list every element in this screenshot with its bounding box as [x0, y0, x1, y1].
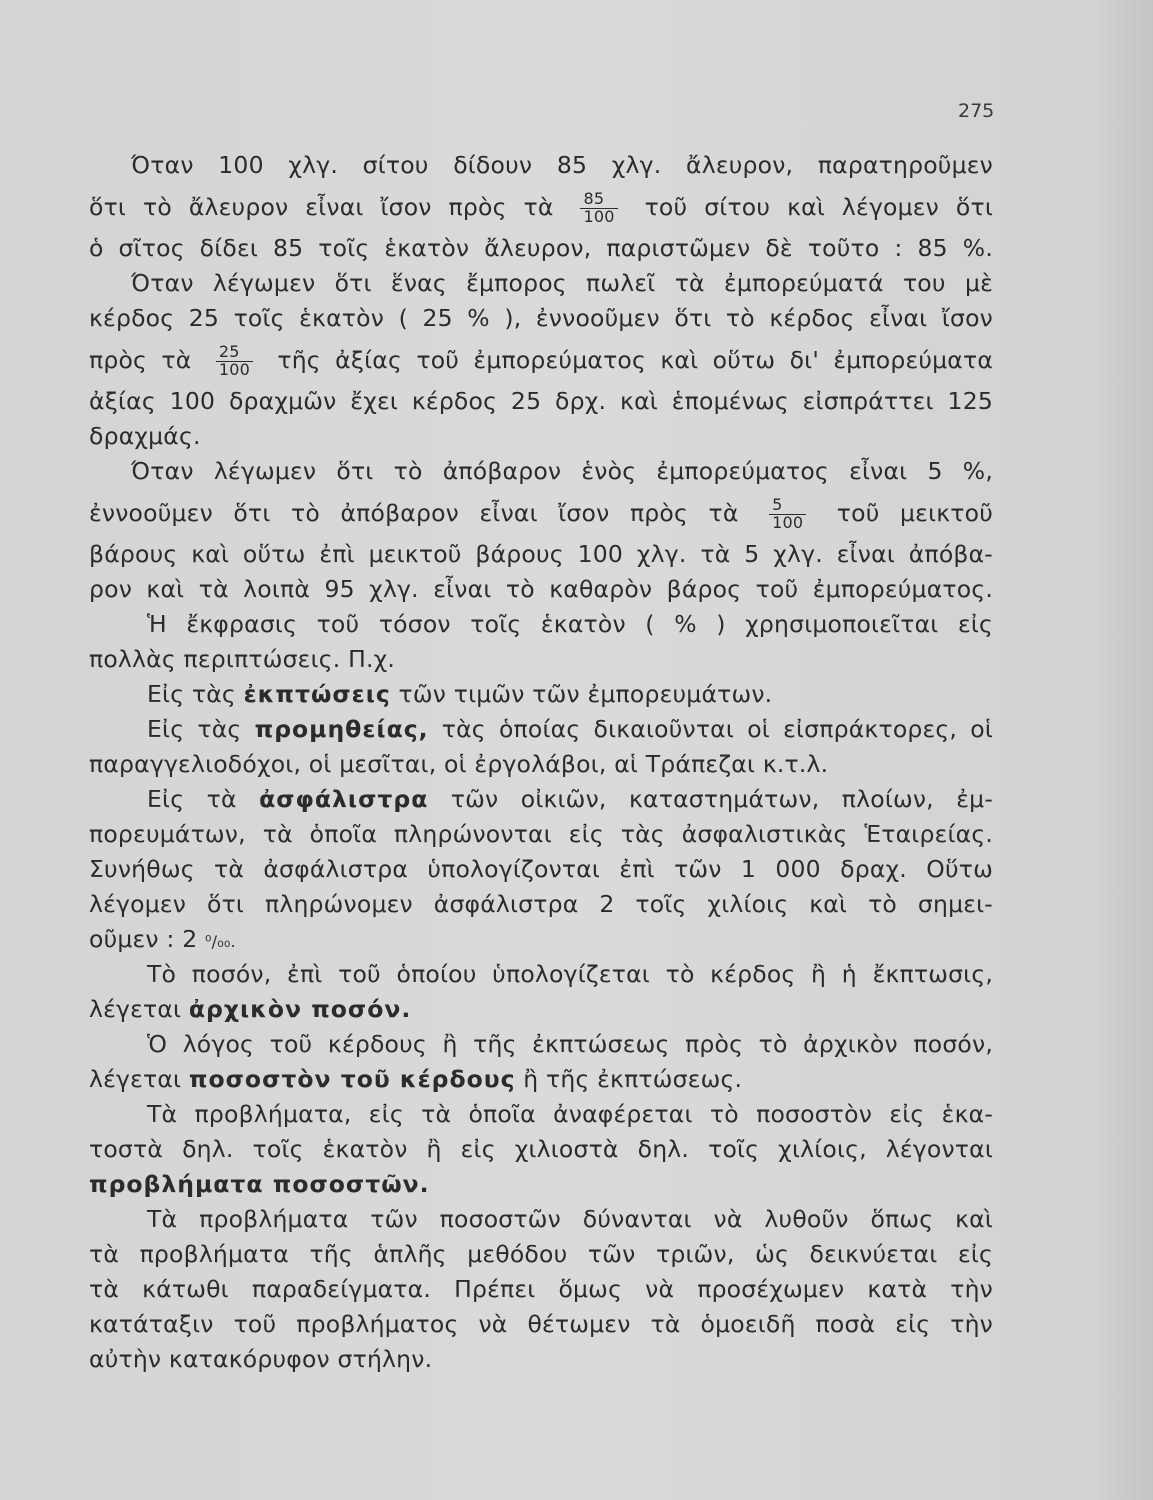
fraction-numerator: 5	[769, 497, 806, 515]
bold-term: ἐκπτώσεις	[243, 680, 391, 708]
text-line: βάρους καὶ οὕτω ἐπὶ μεικτοῦ βάρους 100 χλγ. τὰ 5 χλγ. εἶναι ἀπόβα-	[89, 540, 993, 568]
fraction-numerator: 25	[216, 344, 253, 362]
text-line: τοστὰ δηλ. τοῖς ἑκατὸν ἢ εἰς χιλιοστὰ δηλ. τοῖς χιλίοις, λέγονται	[89, 1135, 993, 1163]
text-line: πορευμάτων, τὰ ὁποῖα πληρώνονται εἰς τὰς ἀσφαλιστικὰς Ἑταιρείας.	[89, 820, 993, 848]
text-span: πρὸς τὰ	[89, 346, 192, 374]
text-line	[89, 1062, 993, 1097]
text-line	[89, 992, 993, 1027]
fraction-denominator: 100	[583, 207, 615, 226]
text-line: λέγομεν ὅτι πληρώνομεν ἀσφάλιστρα 2 τοῖς χιλίοις καὶ τὸ σημει-	[89, 890, 993, 918]
fraction	[580, 191, 617, 226]
text-line: παραγγελιοδόχοι, οἱ μεσῖται, οἱ ἐργολάβοι, αἱ Τράπεζαι κ.τ.λ.	[89, 750, 829, 778]
bold-term: ποσοστὸν τοῦ κέρδους	[188, 1065, 516, 1093]
per-mille-sign: ⁰/₀₀.	[205, 932, 236, 951]
fraction-numerator: 85	[580, 191, 617, 209]
text-line: Όταν 100 χλγ. σίτου δίδουν 85 χλγ. ἄλευρον, παρατηροῦμεν	[131, 151, 993, 179]
text-line: τὰ προβλήματα τῆς ἁπλῆς μεθόδου τῶν τριῶν, ὡς δεικνύεται εἰς	[89, 1240, 993, 1268]
text-line: Όταν λέγωμεν ὅτι ἕνας ἔμπορος πωλεῖ τὰ ἐμπορεύματά του μὲ	[131, 269, 993, 297]
text-line: Συνήθως τὰ ἀσφάλιστρα ὑπολογίζονται ἐπὶ τῶν 1 000 δραχ. Οὕτω	[89, 855, 993, 883]
text-span: Εἰς τὰς	[147, 715, 242, 743]
text-line: πολλὰς περιπτώσεις. Π.χ.	[89, 645, 396, 673]
text-line: Όταν λέγωμεν ὅτι τὸ ἀπόβαρον ἑνὸς ἐμπορεύματος εἶναι 5 %,	[131, 457, 993, 485]
text-span: Εἰς τὰς	[147, 680, 236, 708]
text-span: ἐννοοῦμεν ὅτι τὸ ἀπόβαρον εἶναι ἴσον πρὸς τὰ	[89, 499, 739, 527]
fraction-denominator: 100	[772, 513, 804, 532]
fraction	[216, 344, 253, 379]
text-line	[89, 336, 993, 384]
text-line: κατάταξιν τοῦ προβλήματος νὰ θέτωμεν τὰ ὁμοειδῆ ποσὰ εἰς τὴν	[89, 1310, 993, 1338]
text-line: Τὰ προβλήματα, εἰς τὰ ὁποῖα ἀναφέρεται τὸ ποσοστὸν εἰς ἑκα-	[147, 1100, 993, 1128]
page-number: 275	[958, 100, 995, 122]
text-span: ὅτι τὸ ἄλευρον εἶναι ἴσον πρὸς τὰ	[89, 193, 554, 221]
bold-term: ἀσφάλιστρα	[259, 785, 429, 813]
text-span: τοῦ μεικτοῦ	[836, 499, 994, 527]
text-line: Τὸ ποσόν, ἐπὶ τοῦ ὁποίου ὑπολογίζεται τὸ κέρδος ἢ ἡ ἔκπτωσις,	[147, 960, 993, 988]
text-line	[89, 922, 993, 957]
body-text	[89, 148, 993, 1377]
text-line: αὐτὴν κατακόρυφον στήλην.	[89, 1345, 433, 1373]
text-span: τῶν τιμῶν τῶν ἐμπορευμάτων.	[398, 680, 773, 708]
text-line	[89, 489, 993, 537]
text-line: ὁ σῖτος δίδει 85 τοῖς ἑκατὸν ἄλευρον, παριστῶμεν δὲ τοῦτο : 85 %.	[89, 234, 993, 262]
text-line: δραχμάς.	[89, 422, 201, 450]
text-line	[89, 677, 993, 712]
text-span: τῆς ἀξίας τοῦ ἐμπορεύματος καὶ οὕτω δι' ἐμπορεύματα	[277, 346, 994, 374]
text-span: Εἰς τὰ	[147, 785, 237, 813]
text-span: τὰς ὁποίας δικαιοῦνται οἱ εἰσπράκτορες, οἱ	[441, 715, 993, 743]
text-line: ρον καὶ τὰ λοιπὰ 95 χλγ. εἶναι τὸ καθαρὸν βάρος τοῦ ἐμπορεύματος.	[89, 575, 993, 603]
text-span: οῦμεν : 2	[89, 925, 198, 953]
text-line	[89, 712, 993, 747]
fraction-denominator: 100	[218, 360, 250, 379]
bold-term: ἀρχικὸν ποσόν.	[188, 995, 412, 1023]
bold-term: προβλήματα ποσοστῶν.	[89, 1170, 430, 1198]
text-line: Ὁ λόγος τοῦ κέρδους ἢ τῆς ἐκπτώσεως πρὸς τὸ ἀρχικὸν ποσόν,	[147, 1030, 993, 1058]
text-line: ἀξίας 100 δραχμῶν ἔχει κέρδος 25 δρχ. καὶ ἑπομένως εἰσπράττει 125	[89, 387, 993, 415]
text-span: λέγεται	[89, 1065, 182, 1093]
fraction	[769, 497, 806, 532]
text-line	[89, 782, 993, 817]
bold-term: προμηθείας,	[254, 715, 429, 743]
text-span: τῶν οἰκιῶν, καταστημάτων, πλοίων, ἐμ-	[450, 785, 993, 813]
text-span: ἢ τῆς ἐκπτώσεως.	[523, 1065, 743, 1093]
text-line	[89, 183, 993, 231]
text-line: κέρδος 25 τοῖς ἑκατὸν ( 25 % ), ἐννοοῦμεν ὅτι τὸ κέρδος εἶναι ἴσον	[89, 304, 993, 332]
text-line: Τὰ προβλήματα τῶν ποσοστῶν δύνανται νὰ λυθοῦν ὅπως καὶ	[147, 1205, 993, 1233]
text-span: λέγεται	[89, 995, 182, 1023]
text-line: τὰ κάτωθι παραδείγματα. Πρέπει ὅμως νὰ προσέχωμεν κατὰ τὴν	[89, 1275, 993, 1303]
text-span: τοῦ σίτου καὶ λέγομεν ὅτι	[644, 193, 994, 221]
text-line: Ἡ ἔκφρασις τοῦ τόσον τοῖς ἑκατὸν ( % ) χρησιμοποιεῖται εἰς	[147, 610, 993, 638]
